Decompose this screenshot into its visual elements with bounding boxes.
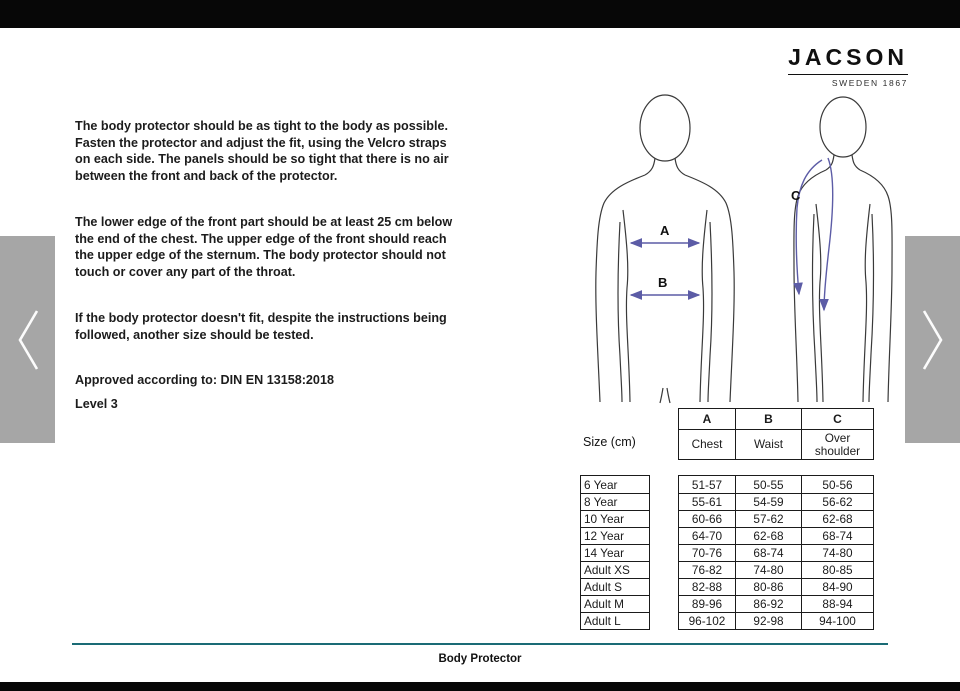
chevron-right-icon xyxy=(920,308,946,372)
over-shoulder-measure-lines xyxy=(796,158,832,310)
size-value-cell: 50-56 xyxy=(801,476,873,493)
brand-name: JACSON xyxy=(788,44,908,75)
size-row-label: Adult L xyxy=(581,612,649,629)
size-names-column xyxy=(580,475,650,630)
size-unit-label: Size (cm) xyxy=(583,435,636,449)
size-value-cell: 68-74 xyxy=(735,544,801,561)
chest-measure-label: A xyxy=(660,223,670,238)
brand-logo xyxy=(788,44,908,88)
size-row-label: Adult M xyxy=(581,595,649,612)
size-row-label: 14 Year xyxy=(581,544,649,561)
back-body-diagram xyxy=(778,96,908,404)
size-value-cell: 70-76 xyxy=(679,544,735,561)
approval-standard: Approved according to: DIN EN 13158:2018 xyxy=(75,373,334,388)
size-value-cell: 82-88 xyxy=(679,578,735,595)
col-letter-a: A xyxy=(679,409,735,430)
size-value-cell: 96-102 xyxy=(679,612,735,629)
size-value-cell: 76-82 xyxy=(679,561,735,578)
size-value-cell: 57-62 xyxy=(735,510,801,527)
size-value-cell: 64-70 xyxy=(679,527,735,544)
size-value-cell: 62-68 xyxy=(735,527,801,544)
front-body-diagram xyxy=(575,92,755,404)
size-value-cell: 54-59 xyxy=(735,493,801,510)
size-value-cell: 74-80 xyxy=(735,561,801,578)
carousel-next-button[interactable] xyxy=(905,236,960,443)
size-row-label: 8 Year xyxy=(581,493,649,510)
chevron-left-icon xyxy=(15,308,41,372)
size-value-cell: 55-61 xyxy=(679,493,735,510)
page-title: Body Protector xyxy=(438,653,522,665)
size-table-header xyxy=(678,408,874,460)
size-value-cell: 60-66 xyxy=(679,510,735,527)
size-row-label: Adult XS xyxy=(581,561,649,578)
col-name-over-shoulder: Over shoulder xyxy=(801,430,873,459)
protection-level: Level 3 xyxy=(75,397,118,412)
size-value-cell: 88-94 xyxy=(801,595,873,612)
size-value-cell: 84-90 xyxy=(801,578,873,595)
instruction-paragraph: The lower edge of the front part should be at least 25 cm below the end of the chest. The upper edge of the front should reach the upper edge of the sternum. The body protector should not touch or cover any part of the throat. xyxy=(75,214,453,280)
size-value-cell: 51-57 xyxy=(691,477,723,492)
size-value-cell: 50-55 xyxy=(735,476,801,493)
size-value-cell: 62-68 xyxy=(801,510,873,527)
size-row-label: Adult S xyxy=(581,578,649,595)
size-value-cell: 94-100 xyxy=(801,612,873,629)
size-value-cell: 68-74 xyxy=(801,527,873,544)
size-value-cell: 56-62 xyxy=(801,493,873,510)
brand-tagline: SWEDEN 1867 xyxy=(831,78,908,88)
col-name-chest: Chest xyxy=(691,437,723,452)
back-body-outline xyxy=(794,97,892,402)
col-letter-b: B xyxy=(735,409,801,430)
size-value-cell: 92-98 xyxy=(735,612,801,629)
size-value-cell: 89-96 xyxy=(679,595,735,612)
size-value-cell: 74-80 xyxy=(801,544,873,561)
instruction-paragraph: If the body protector doesn't fit, despite the instructions being followed, another size should be tested. xyxy=(75,310,447,342)
instruction-paragraph: The body protector should be as tight to the body as possible. Fasten the protector and adjust the fit, using the Velcro straps on each side. The panels should be so tight that there is no air between the front and back of the protector. xyxy=(75,119,449,184)
size-row-label: 10 Year xyxy=(581,510,649,527)
footer-divider xyxy=(72,643,888,645)
size-row-label: 6 Year xyxy=(584,477,618,492)
size-row-label: 12 Year xyxy=(581,527,649,544)
size-value-cell: 80-86 xyxy=(735,578,801,595)
letterbox-top xyxy=(0,0,960,28)
col-name-waist: Waist xyxy=(735,430,801,459)
size-values-table xyxy=(678,475,874,630)
col-letter-c: C xyxy=(801,409,873,430)
carousel-prev-button[interactable] xyxy=(0,236,55,443)
front-body-outline xyxy=(596,95,734,403)
size-value-cell: 86-92 xyxy=(735,595,801,612)
waist-measure-label: B xyxy=(658,275,668,290)
over-shoulder-measure-label: C xyxy=(791,188,801,203)
letterbox-bottom xyxy=(0,682,960,691)
size-value-cell: 80-85 xyxy=(801,561,873,578)
instructions-text xyxy=(75,118,455,413)
